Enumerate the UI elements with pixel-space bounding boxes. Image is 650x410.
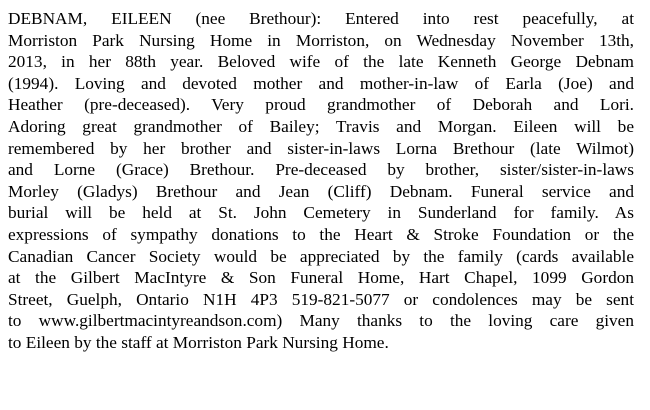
obituary-line: Canadian Cancer Society would be appreciated by the family (cards available xyxy=(8,246,634,266)
obituary-line: Heather (pre-deceased). Very proud grandmother of Deborah and Lori. xyxy=(8,95,634,115)
obituary-line: Morley (Gladys) Brethour and Jean (Cliff) Debnam. Funeral service and xyxy=(8,181,634,201)
obituary-notice xyxy=(8,8,634,354)
obituary-line: burial will be held at St. John Cemetery in Sunderland for family. As xyxy=(8,203,634,223)
obituary-line: at the Gilbert MacIntyre & Son Funeral Home, Hart Chapel, 1099 Gordon xyxy=(8,268,634,288)
obituary-line: Morriston Park Nursing Home in Morriston, on Wednesday November 13th, xyxy=(8,30,634,50)
obituary-line: 2013, in her 88th year. Beloved wife of the late Kenneth George Debnam xyxy=(8,52,634,72)
obituary-line: DEBNAM, EILEEN (nee Brethour): Entered into rest peacefully, at xyxy=(8,9,634,28)
obituary-line: (1994). Loving and devoted mother and mother-in-law of Earla (Joe) and xyxy=(8,73,634,93)
obituary-line: Adoring great grandmother of Bailey; Travis and Morgan. Eileen will be xyxy=(8,116,634,136)
obituary-line: remembered by her brother and sister-in-laws Lorna Brethour (late Wilmot) xyxy=(8,138,634,158)
obituary-line: and Lorne (Grace) Brethour. Pre-deceased by brother, sister/sister-in-laws xyxy=(8,160,634,180)
obituary-line: Street, Guelph, Ontario N1H 4P3 519-821-5077 or condolences may be sent xyxy=(8,289,634,309)
obituary-line: to Eileen by the staff at Morriston Park Nursing Home. xyxy=(8,332,389,352)
obituary-line: to www.gilbertmacintyreandson.com) Many thanks to the loving care given xyxy=(8,311,634,331)
obituary-line: expressions of sympathy donations to the Heart & Stroke Foundation or the xyxy=(8,224,634,244)
